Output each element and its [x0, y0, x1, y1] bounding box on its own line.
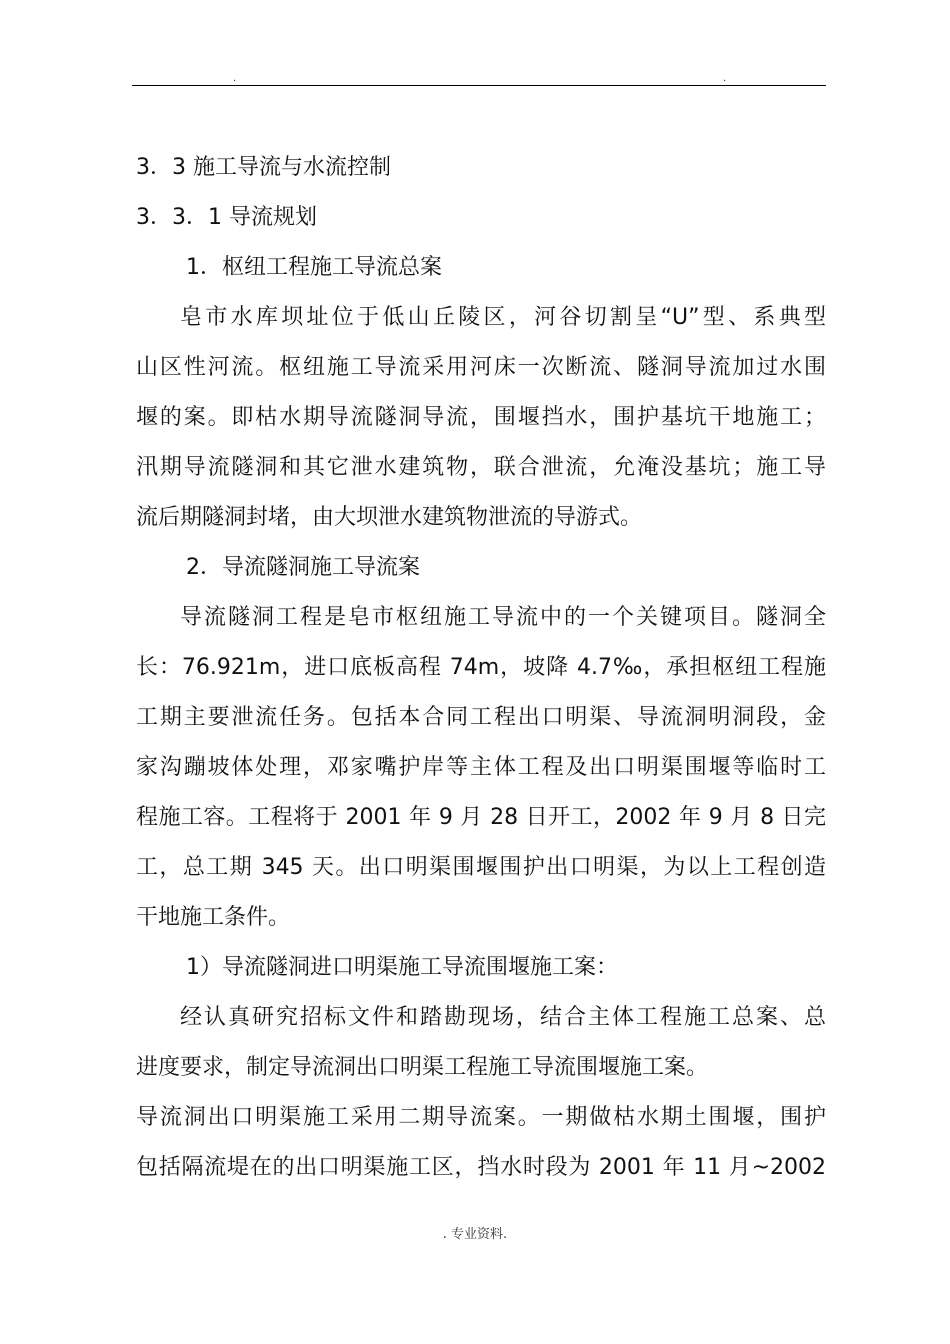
- paragraph-line: 导流洞出口明渠施工采用二期导流案。一期做枯水期土围堰，围护: [136, 1105, 826, 1130]
- paragraph-line: 工，总工期 345 天。出口明渠围堰围护出口明渠，为以上工程创造: [136, 855, 826, 880]
- footer-label: . 专业资料.: [442, 1227, 508, 1242]
- subsection-heading: 3．3．1 导流规划: [136, 205, 317, 230]
- header-dot-left: .: [233, 73, 237, 84]
- paragraph-line: 包括隔流堤在的出口明渠施工区，挡水时段为 2001 年 11 月~2002: [136, 1155, 826, 1180]
- item-heading: 1）导流隧洞进口明渠施工导流围堰施工案：: [186, 955, 618, 980]
- section-heading: 3．3 施工导流与水流控制: [136, 155, 391, 180]
- paragraph-line: 干地施工条件。: [136, 905, 291, 930]
- paragraph-line: 汛期导流隧洞和其它泄水建筑物，联合泄流，允淹没基坑；施工导: [136, 455, 826, 480]
- item-heading: 1．枢纽工程施工导流总案: [186, 255, 442, 280]
- paragraph-line: 堰的案。即枯水期导流隧洞导流，围堰挡水，围护基坑干地施工；: [136, 405, 826, 430]
- header-dot-right: .: [723, 73, 727, 84]
- paragraph-line: 家沟蹦坡体处理，邓家嘴护岸等主体工程及出口明渠围堰等临时工: [136, 755, 826, 780]
- document-body: [136, 143, 826, 1193]
- paragraph-line: 长：76.921m，进口底板高程 74m，坡降 4.7‰，承担枢纽工程施: [136, 655, 826, 680]
- paragraph-line: 导流隧洞工程是皂市枢纽施工导流中的一个关键项目。隧洞全: [180, 605, 826, 630]
- paragraph-line: 皂市水库坝址位于低山丘陵区，河谷切割呈“U”型、系典型: [180, 305, 826, 330]
- paragraph-line: 山区性河流。枢纽施工导流采用河床一次断流、隧洞导流加过水围: [136, 355, 826, 380]
- item-heading: 2．导流隧洞施工导流案: [186, 555, 420, 580]
- paragraph-line: 流后期隧洞封堵，由大坝泄水建筑物泄流的导游式。: [136, 505, 643, 530]
- header-rule: [132, 85, 826, 86]
- paragraph-line: 程施工容。工程将于 2001 年 9 月 28 日开工，2002 年 9 月 8 日完: [136, 805, 826, 830]
- paragraph-line: 进度要求，制定导流洞出口明渠工程施工导流围堰施工案。: [136, 1055, 709, 1080]
- paragraph-line: 工期主要泄流任务。包括本合同工程出口明渠、导流洞明洞段，金: [136, 705, 826, 730]
- paragraph-line: 经认真研究招标文件和踏勘现场，结合主体工程施工总案、总: [180, 1005, 826, 1030]
